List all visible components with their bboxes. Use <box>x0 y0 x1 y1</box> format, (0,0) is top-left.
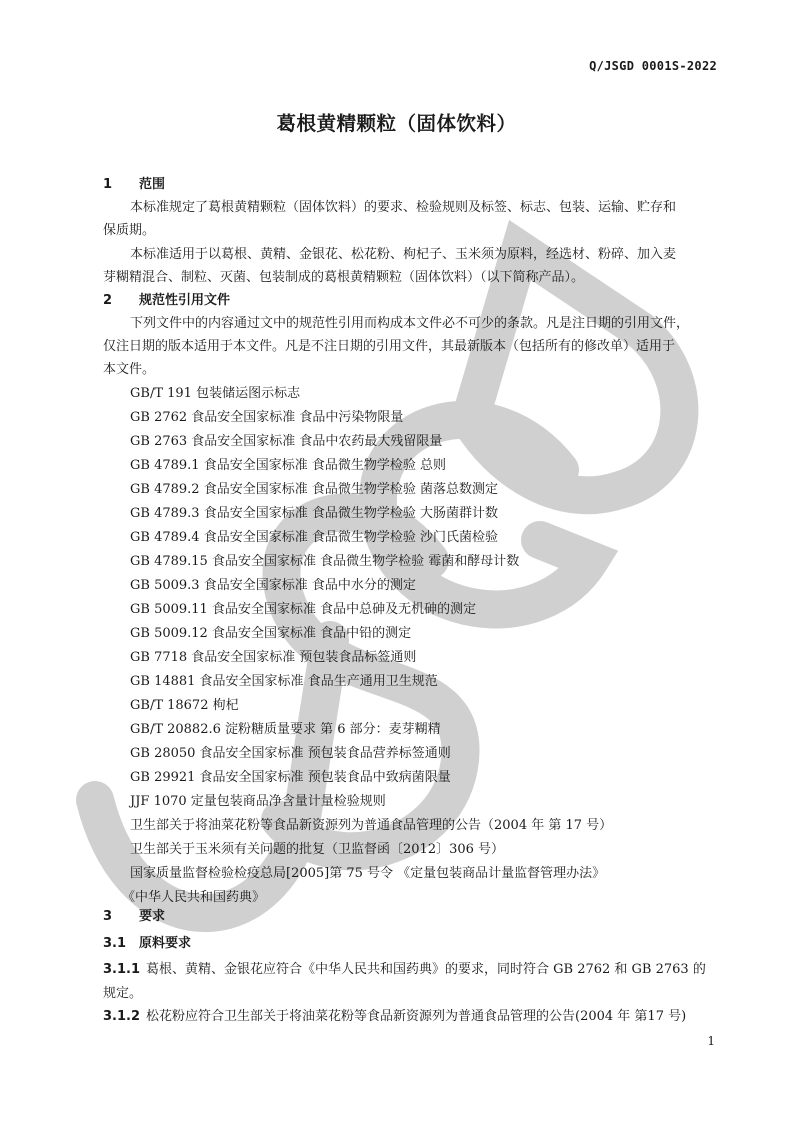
reference-item: GB 2763 食品安全国家标准 食品中农药最大残留限量 <box>130 434 443 449</box>
paragraph-line: 下列文件中的内容通过文中的规范性引用而构成本文件必不可少的条款。凡是注日期的引用文件， <box>130 316 690 331</box>
reference-item: GB 28050 食品安全国家标准 预包装食品营养标签通则 <box>130 746 451 761</box>
paragraph-line: 本标准适用于以葛根、黄精、金银花、松花粉、枸杞子、玉米须为原料，经选材、粉碎、加入麦 <box>130 247 677 262</box>
reference-item: GB/T 191 包装储运图示标志 <box>130 386 301 401</box>
section-1-heading <box>103 176 165 194</box>
paragraph-line: 本标准规定了葛根黄精颗粒（固体饮料）的要求、检验规则及标签、标志、包装、运输、贮存和 <box>130 200 677 215</box>
clause-text: 葛根、黄精、金银花应符合《中华人民共和国药典》的要求，同时符合 GB 2762 和 GB 2763 的 <box>146 962 706 977</box>
page-number: 1 <box>707 1034 715 1048</box>
clause-text: 松花粉应符合卫生部关于将油菜花粉等食品新资源列为普通食品管理的公告(2004 年 第17 号) <box>146 1009 687 1024</box>
standard-code: Q/JSGD 0001S-2022 <box>589 59 717 73</box>
section-number: 3 <box>103 909 113 924</box>
clause-number: 3.1.1 <box>103 962 141 977</box>
clause-3-1-1 <box>103 961 706 979</box>
reference-item: GB 7718 食品安全国家标准 预包装食品标签通则 <box>130 650 417 665</box>
reference-item: GB 2762 食品安全国家标准 食品中污染物限量 <box>130 410 404 425</box>
section-3-heading <box>103 908 165 926</box>
reference-item: GB/T 18672 枸杞 <box>130 698 239 713</box>
subsection-3-1-heading <box>103 935 191 953</box>
reference-item: GB 4789.2 食品安全国家标准 食品微生物学检验 菌落总数测定 <box>130 482 498 497</box>
clause-3-1-2 <box>103 1008 686 1026</box>
section-title: 规范性引用文件 <box>139 293 231 308</box>
clause-number: 3.1.2 <box>103 1009 141 1024</box>
reference-item: GB 5009.12 食品安全国家标准 食品中铅的测定 <box>130 626 412 641</box>
reference-item: 《中华人民共和国药典》 <box>122 890 266 905</box>
section-number: 2 <box>103 293 113 308</box>
reference-item: GB 29921 食品安全国家标准 预包装食品中致病菌限量 <box>130 770 451 785</box>
section-number: 1 <box>103 177 113 192</box>
subsection-title: 原料要求 <box>139 936 192 951</box>
reference-item: JJF 1070 定量包装商品净含量计量检验规则 <box>130 794 386 809</box>
subsection-number: 3.1 <box>103 936 127 951</box>
reference-item: 卫生部关于玉米须有关问题的批复（卫监督函〔2012〕306 号） <box>130 842 505 857</box>
document-title: 葛根黄精颗粒（固体饮料） <box>276 112 517 135</box>
reference-item: 卫生部关于将油菜花粉等食品新资源列为普通食品管理的公告（2004 年 第 17 号） <box>130 818 613 833</box>
paragraph-line: 芽糊精混合、制粒、灭菌、包装制成的葛根黄精颗粒（固体饮料）（以下简称产品）。 <box>103 270 585 285</box>
paragraph-line: 仅注日期的版本适用于本文件。凡是不注日期的引用文件，其最新版本（包括所有的修改单）适用于 <box>103 339 676 354</box>
reference-item: GB 5009.3 食品安全国家标准 食品中水分的测定 <box>130 578 416 593</box>
paragraph-line: 保质期。 <box>103 223 156 238</box>
paragraph-line: 本文件。 <box>103 362 156 377</box>
reference-item: GB 4789.3 食品安全国家标准 食品微生物学检验 大肠菌群计数 <box>130 506 498 521</box>
reference-item: GB 14881 食品安全国家标准 食品生产通用卫生规范 <box>130 674 438 689</box>
reference-item: GB/T 20882.6 淀粉糖质量要求 第 6 部分：麦芽糊精 <box>130 722 441 737</box>
reference-item: GB 4789.15 食品安全国家标准 食品微生物学检验 霉菌和酵母计数 <box>130 554 520 569</box>
reference-item: GB 4789.4 食品安全国家标准 食品微生物学检验 沙门氏菌检验 <box>130 530 498 545</box>
reference-item: GB 4789.1 食品安全国家标准 食品微生物学检验 总则 <box>130 458 446 473</box>
reference-item: GB 5009.11 食品安全国家标准 食品中总砷及无机砷的测定 <box>130 602 477 617</box>
paragraph-line: 规定。 <box>103 986 143 1001</box>
section-2-heading <box>103 292 230 310</box>
section-title: 范围 <box>139 177 166 192</box>
section-title: 要求 <box>139 909 166 924</box>
reference-item: 国家质量监督检验检疫总局[2005]第 75 号令 《定量包装商品计量监督管理办法》 <box>130 866 606 881</box>
